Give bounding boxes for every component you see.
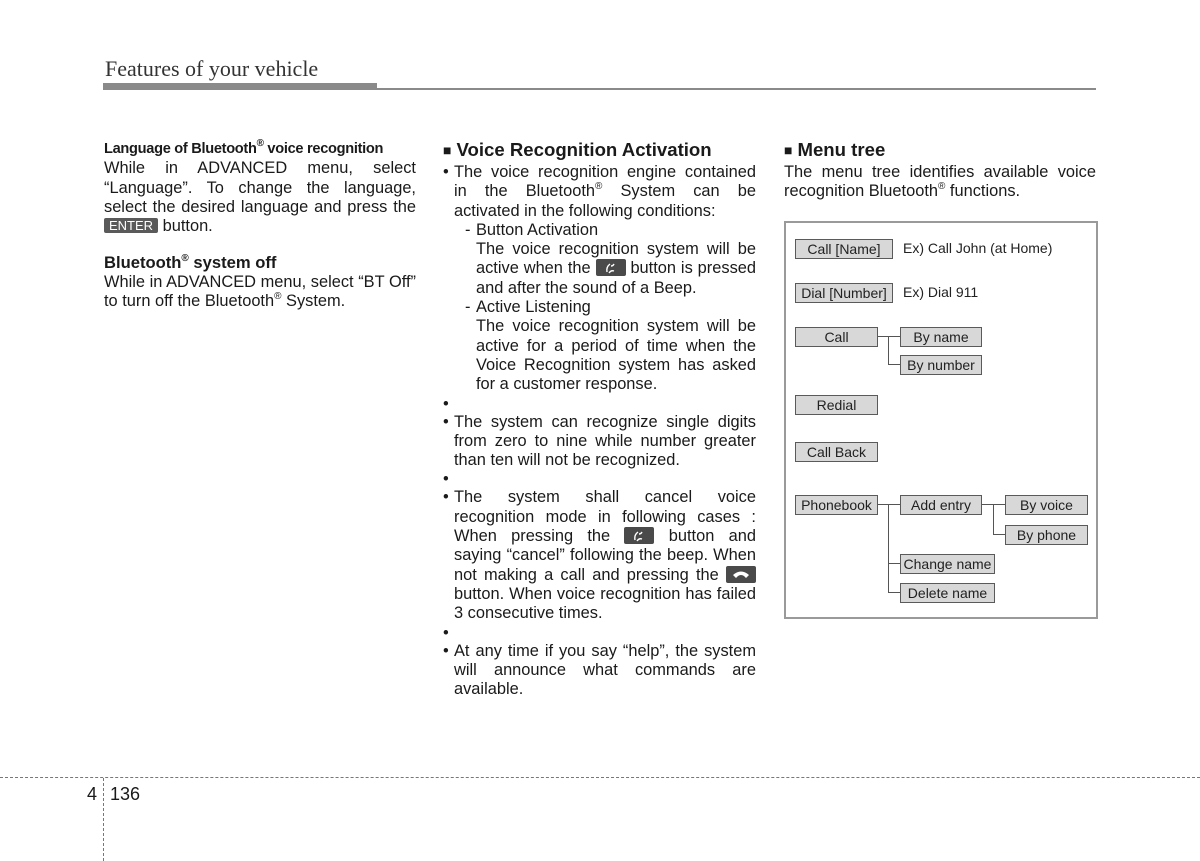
node-by-number: By number — [900, 355, 982, 375]
node-call-name: Call [Name] — [795, 239, 893, 259]
voice-talk-icon — [596, 259, 626, 276]
node-redial: Redial — [795, 395, 878, 415]
bullet-cancel: • The system shall cancel voice recognition mode in following cases : When pressing the button and saying “cancel” following the beep. When not making a call and pressing the button. When voice recognition has failed 3 consecutive times. — [443, 488, 756, 623]
bt-off-paragraph: While in ADVANCED menu, select “BT Off” to turn off the Bluetooth® System. — [104, 272, 416, 311]
page-header-title: Features of your vehicle — [105, 56, 319, 81]
sub-active-listening: - Active Listening — [465, 298, 756, 317]
menu-tree-intro: The menu tree identifies available voice recognition Bluetooth® functions. — [784, 163, 1096, 201]
node-change-name: Change name — [900, 554, 995, 574]
connector-line — [878, 336, 900, 337]
chapter-number: 4 — [87, 784, 98, 804]
connector-line — [993, 534, 1005, 535]
sub-button-activation: - Button Activation — [465, 221, 756, 240]
node-phonebook: Phonebook — [795, 495, 878, 515]
node-delete-name: Delete name — [900, 583, 995, 603]
menu-tree-diagram — [784, 221, 1098, 619]
node-dial-number: Dial [Number] — [795, 283, 893, 303]
header-rule-thick — [103, 83, 377, 90]
connector-line — [888, 336, 889, 365]
voice-talk-icon — [624, 527, 654, 544]
bt-off-heading: Bluetooth® system off — [104, 252, 277, 273]
bullet-engine: • The voice recognition engine contained in the Bluetooth® System can be activated in the following conditions: - Button Activation The voice recognition system will be active when the button is pressed and after the sound of a Beep. - Active Listening The voice recognition system will be active for a period of time when the Voice Recognition system has asked for a customer response. — [443, 163, 756, 395]
connector-line — [888, 563, 900, 564]
enter-button-label: ENTER — [104, 218, 158, 233]
connector-line — [888, 592, 900, 593]
node-add-entry: Add entry — [900, 495, 982, 515]
connector-line — [888, 364, 900, 365]
page-number: 136 — [110, 784, 141, 804]
connector-line — [878, 504, 900, 505]
header-rule-thin — [377, 88, 1096, 90]
vr-activation-heading: ■ Voice Recognition Activation — [443, 139, 712, 160]
node-by-voice: By voice — [1005, 495, 1088, 515]
connector-line — [993, 504, 994, 534]
column-right — [784, 140, 1096, 202]
sub-button-activation-text: The voice recognition system will be active when the button is pressed and after the sound of a Beep. — [476, 240, 756, 297]
footer-vertical-rule — [103, 778, 104, 861]
column-left — [104, 140, 416, 311]
column-middle — [443, 140, 756, 699]
example-call-name: Ex) Call John (at Home) — [903, 240, 1053, 256]
node-by-name: By name — [900, 327, 982, 347]
connector-line — [888, 504, 889, 593]
node-call: Call — [795, 327, 878, 347]
call-end-icon — [726, 566, 756, 583]
node-call-back: Call Back — [795, 442, 878, 462]
footer-rule — [0, 777, 1200, 778]
language-heading: Language of Bluetooth® voice recognition — [104, 138, 384, 157]
language-paragraph: While in ADVANCED menu, select “Language”. To change the language, select the desired language and press the ENTER button. — [104, 159, 416, 236]
bullet-digits: • The system can recognize single digits from zero to nine while number greater than ten will not be recognized. — [443, 413, 756, 471]
sub-active-listening-text: The voice recognition system will be active for a period of time when the Voice Recognition system has asked for a customer response. — [476, 317, 756, 394]
node-by-phone: By phone — [1005, 525, 1088, 545]
menu-tree-heading: ■ Menu tree — [784, 139, 886, 160]
example-dial-number: Ex) Dial 911 — [903, 284, 979, 300]
bullet-help: • At any time if you say “help”, the system will announce what commands are available. — [443, 642, 756, 700]
